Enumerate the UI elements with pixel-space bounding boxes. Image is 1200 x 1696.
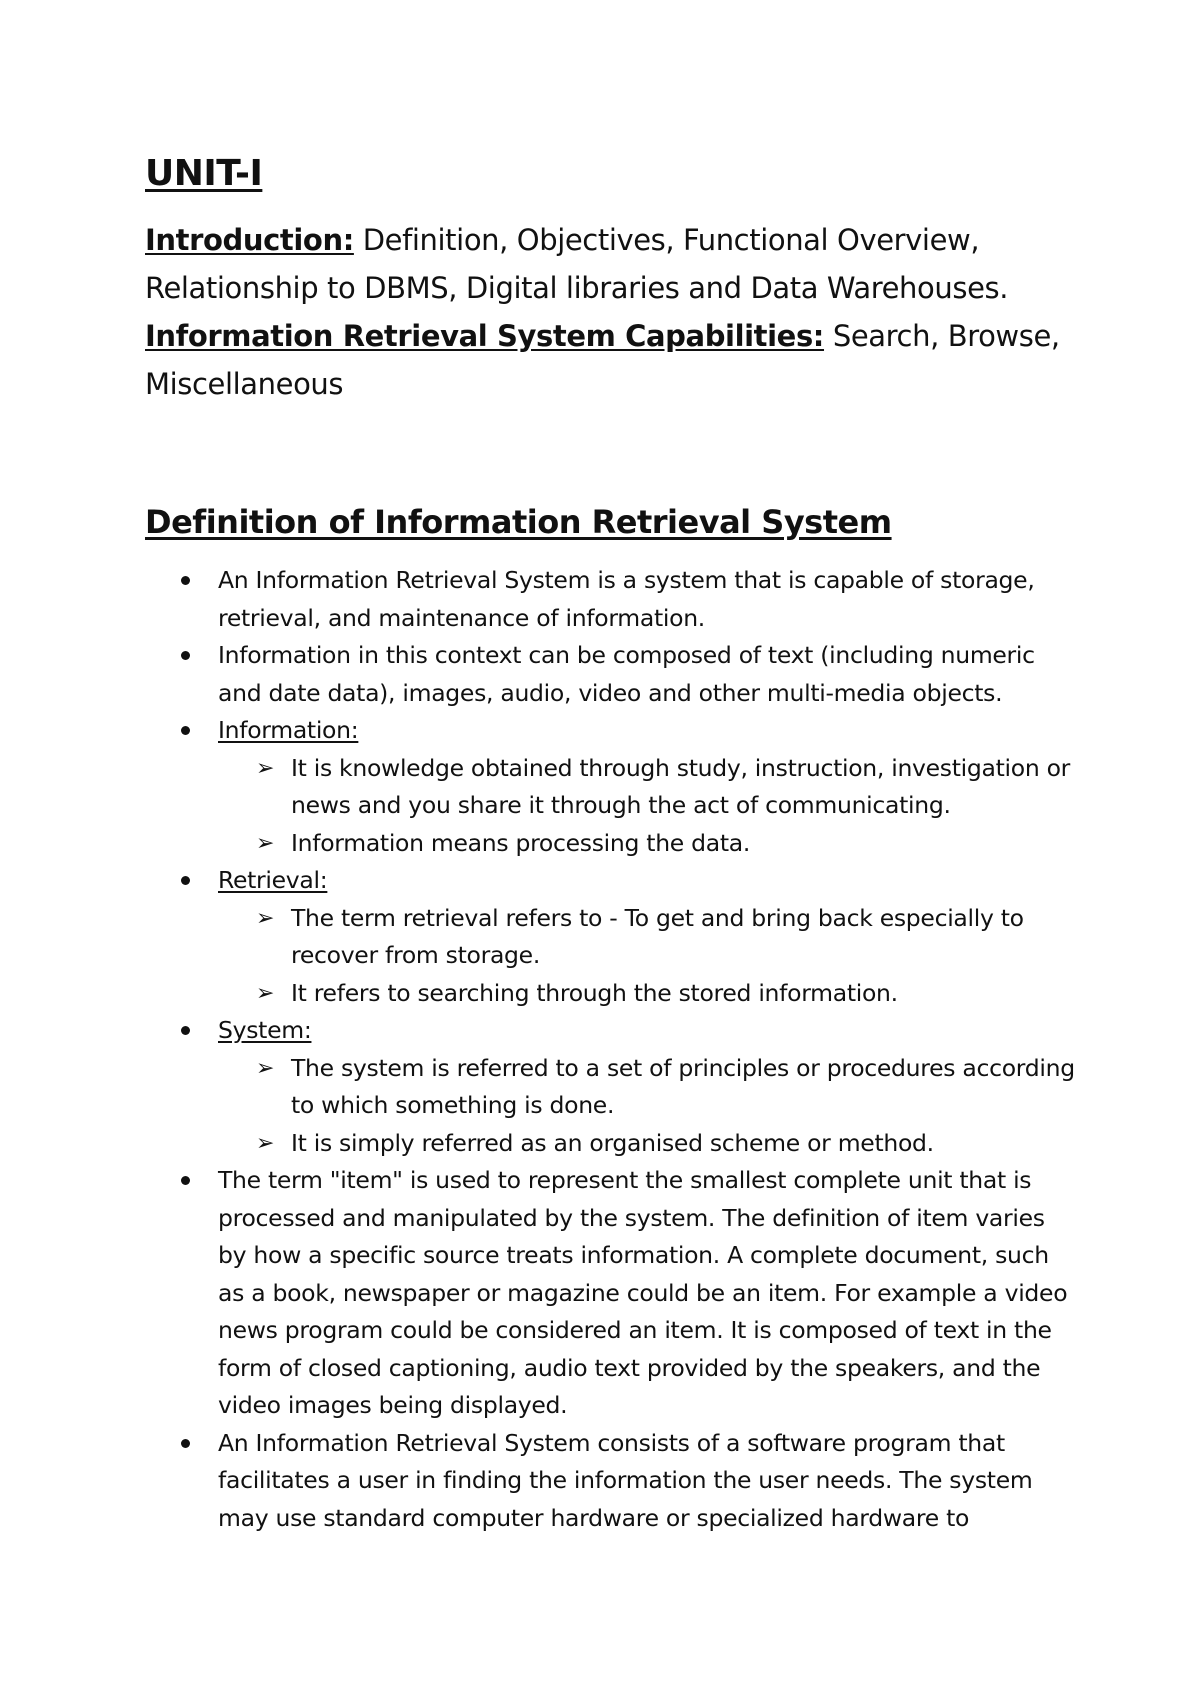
sub-list-item — [218, 1125, 1075, 1163]
list-item-text: An Information Retrieval System is a system that is capable of storage, retrieval, and maintenance of information. — [218, 566, 1035, 632]
section-heading: Definition of Information Retrieval System — [145, 503, 892, 541]
sub-list-item-text: The system is referred to a set of principles or procedures according to which something is done. — [291, 1053, 1075, 1119]
sub-list-item — [218, 750, 1075, 825]
syllabus-overview — [145, 216, 1075, 408]
arrowhead-bullet-icon: ➢ — [256, 1055, 275, 1081]
list-item-text: Information in this context can be composed of text (including numeric and date data), images, audio, video and other multi-media objects. — [218, 641, 1035, 707]
sub-list-item-text: Information means processing the data. — [291, 828, 751, 857]
document-page — [145, 150, 1075, 1537]
bullet-icon — [181, 576, 190, 585]
sub-list-item-text: The term retrieval refers to - To get and bring back especially to recover from storage. — [291, 903, 1024, 969]
sub-list-item — [218, 900, 1075, 975]
arrowhead-bullet-icon: ➢ — [256, 830, 275, 856]
bullet-icon — [181, 1026, 190, 1035]
sub-list — [218, 750, 1075, 863]
introduction-text: Definition, Objectives, Functional Overview, Relationship to DBMS, Digital libraries and Data Warehouses. — [145, 223, 1009, 305]
bullet-icon — [181, 726, 190, 735]
sub-list-item-text: It is simply referred as an organised scheme or method. — [291, 1128, 934, 1157]
unit-title: UNIT-I — [145, 153, 263, 194]
list-item-information — [145, 712, 1075, 862]
definition-list — [145, 562, 1075, 1537]
arrowhead-bullet-icon: ➢ — [256, 980, 275, 1006]
term-retrieval: Retrieval: — [218, 866, 328, 894]
bullet-icon — [181, 1176, 190, 1185]
capabilities-label: Information Retrieval System Capabilities: — [145, 319, 825, 353]
arrowhead-bullet-icon: ➢ — [256, 905, 275, 931]
term-information: Information: — [218, 716, 359, 744]
list-item-retrieval — [145, 862, 1075, 1012]
list-item-text: The term "item" is used to represent the smallest complete unit that is processed and manipulated by the system. The definition of item varies by how a specific source treats information. A complete document, such as a book, newspaper or magazine could be an item. For example a video news program could be considered an item. It is composed of text in the form of closed captioning, audio text provided by the speakers, and the video images being displayed. — [218, 1166, 1068, 1419]
capabilities-line — [145, 312, 1075, 408]
bullet-icon — [181, 651, 190, 660]
term-system: System: — [218, 1016, 312, 1044]
bullet-icon — [181, 876, 190, 885]
list-item — [145, 637, 1075, 712]
arrowhead-bullet-icon: ➢ — [256, 1130, 275, 1156]
sub-list-item-text: It is knowledge obtained through study, instruction, investigation or news and you share it through the act of communicating. — [291, 753, 1071, 819]
list-item — [145, 1425, 1075, 1538]
list-item — [145, 562, 1075, 637]
capabilities-text: Search, Browse, Miscellaneous — [145, 319, 1060, 401]
introduction-label: Introduction: — [145, 223, 354, 257]
list-item — [145, 1162, 1075, 1425]
sub-list — [218, 1050, 1075, 1163]
list-item-text: An Information Retrieval System consists of a software program that facilitates a user in finding the information the user needs. The system may use standard computer hardware or specialized hardware to — [218, 1428, 1033, 1532]
sub-list-item — [218, 825, 1075, 863]
sub-list — [218, 900, 1075, 1013]
sub-list-item — [218, 1050, 1075, 1125]
bullet-icon — [181, 1439, 190, 1448]
sub-list-item — [218, 975, 1075, 1013]
arrowhead-bullet-icon: ➢ — [256, 755, 275, 781]
introduction-line — [145, 216, 1075, 312]
list-item-system — [145, 1012, 1075, 1162]
sub-list-item-text: It refers to searching through the stored information. — [291, 978, 898, 1007]
